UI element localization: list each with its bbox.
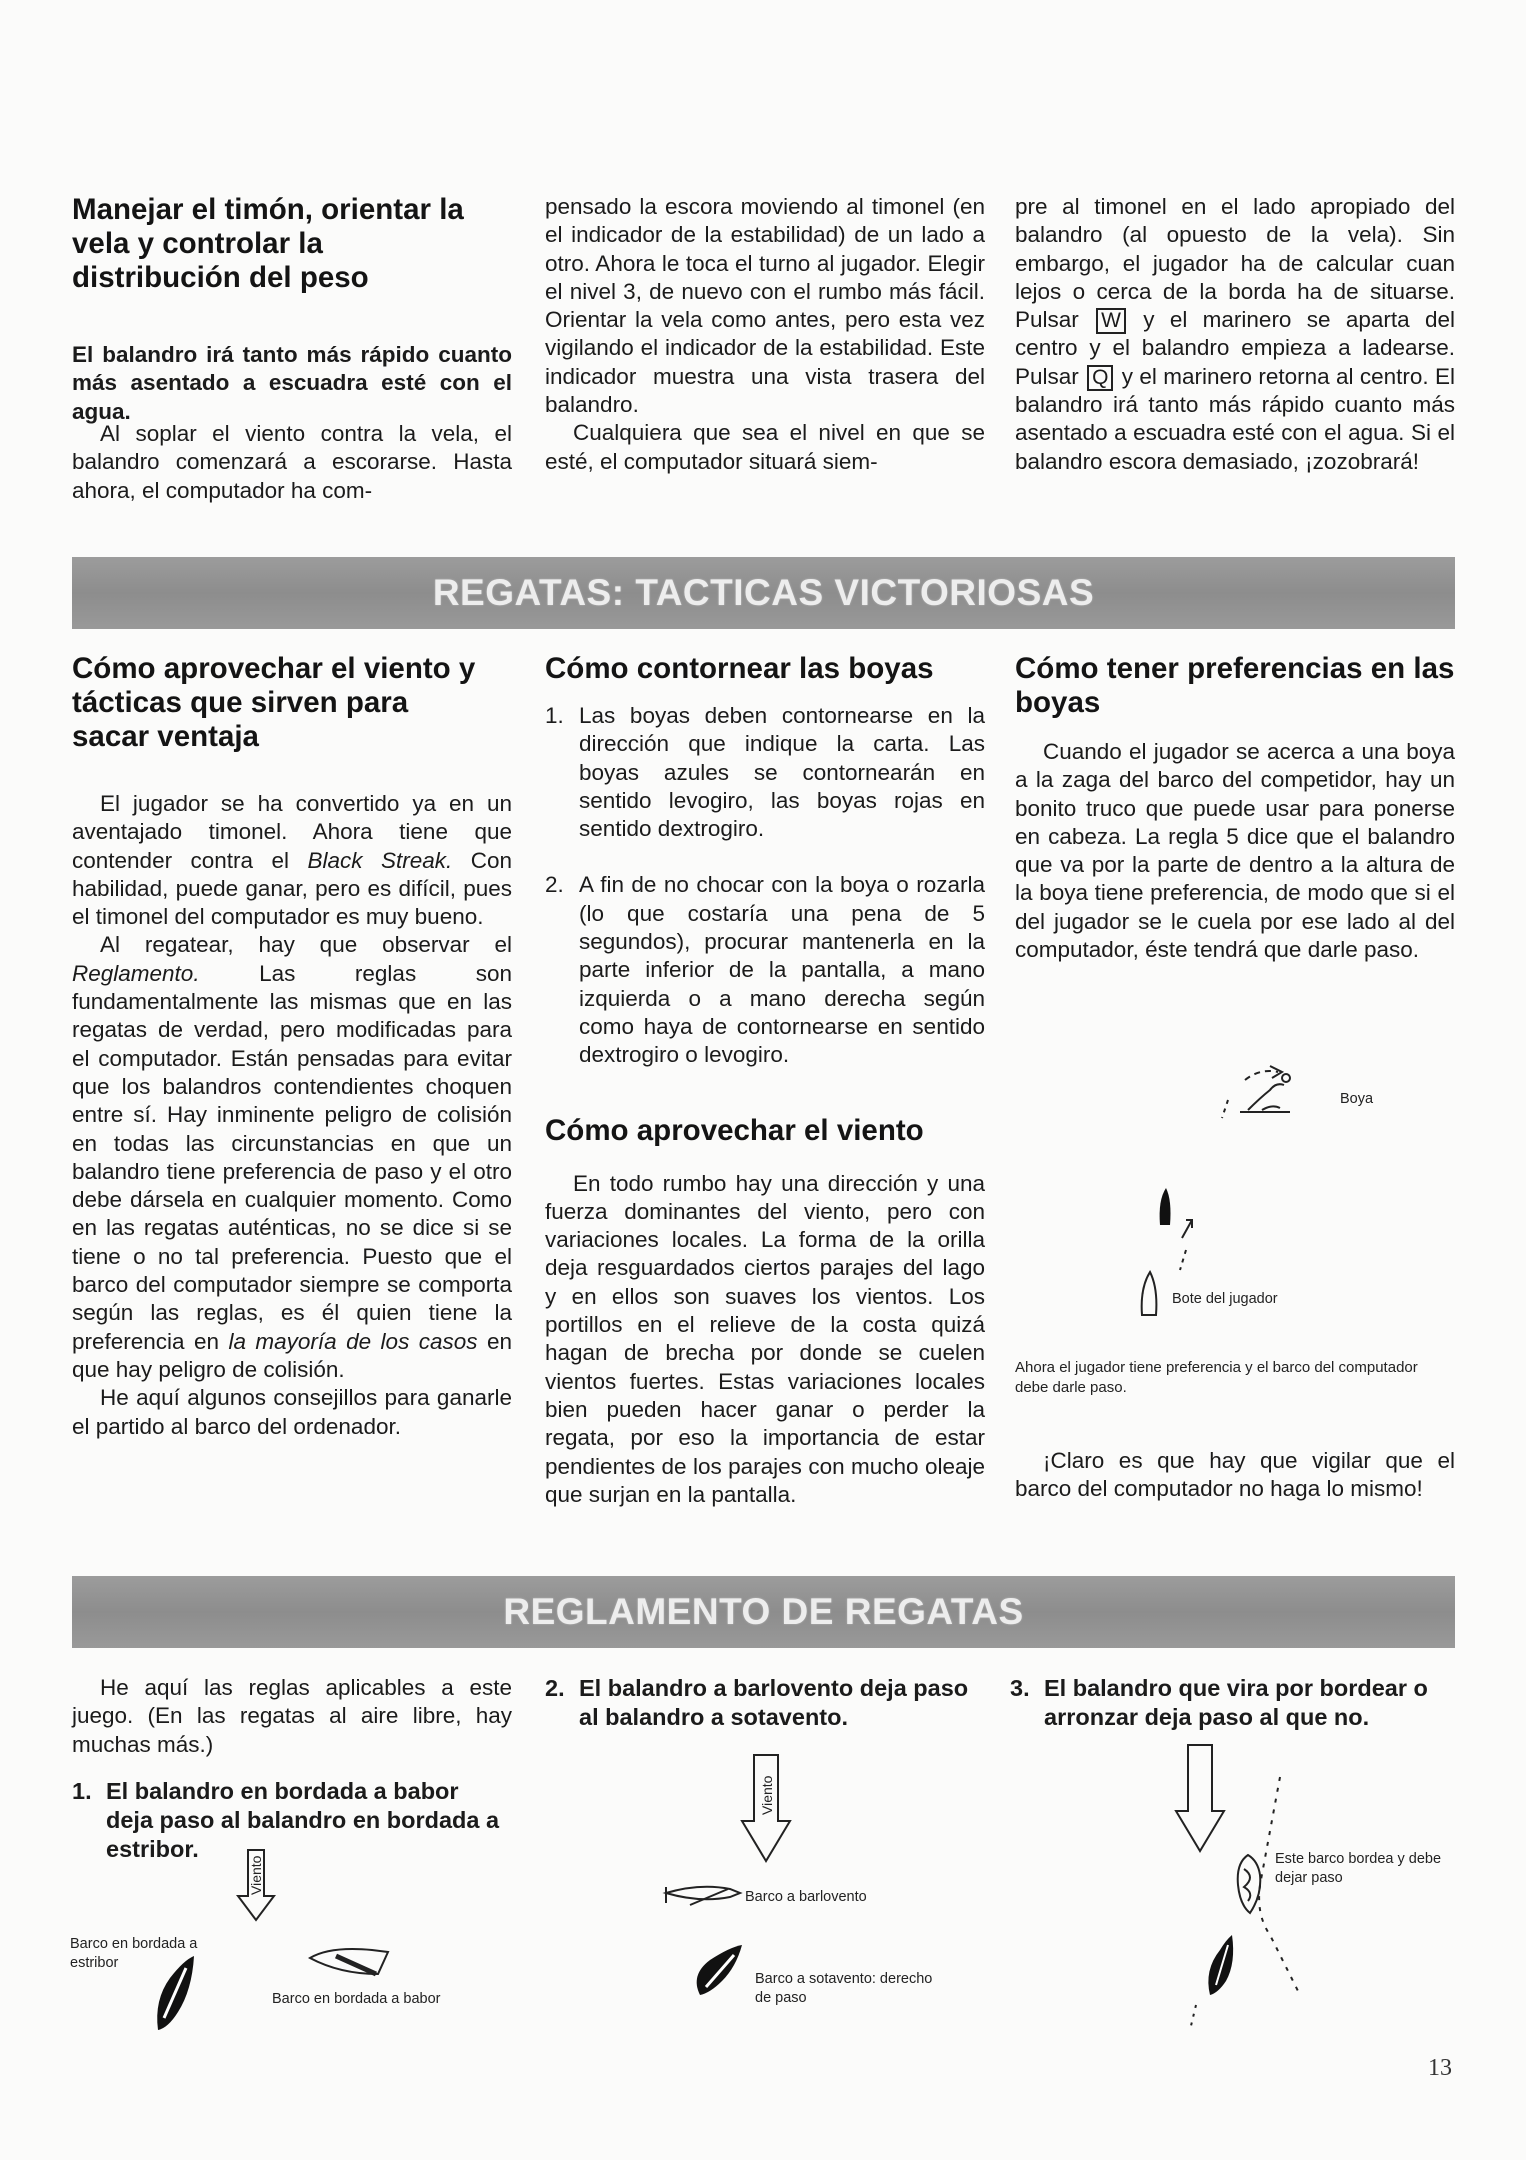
- label-bordea: Este barco bordea y debe dejar paso: [1275, 1851, 1442, 1886]
- wind-p1: En todo rumbo hay una dirección y una fuerza dominantes del viento, pero con variaciones locales. La forma de la orilla deja resguardados ciertos parajes del lago y en ellos son suaves los vientos. Los portillos en el relieve de la costa quizá hagan de brecha por donde se cuelen vientos fuertes. Estas variaciones locales bien pueden hacer ganar o perder la regata, por eso la importancia de estar pendientes de los parajes con mucho oleaje que surjan en la pantalla.: [545, 1170, 985, 1507]
- tactics-p2: Al regatear, hay que observar el Reglamento. Las reglas son fundamentalmente las mismas que en las regatas de verdad, pero modificadas para el computador. Están pensadas para evitar que los balandros contendientes choquen entre sí. Hay inminente peligro de colisión en todas las circunstancias en que un balandro tiene preferencia de paso y el otro debe dársela en cualquier momento. Como en las regatas auténticas, no se dice si se tiene o no tal preferencia. Puesto que el barco del computador siempre se comporta según las reglas, es él quien tiene la preferencia en la mayoría de los casos en que hay peligro de colisión.: [72, 932, 512, 1382]
- intro-p1-col1: Al soplar el viento contra la vela, el balandro comenzará a escorarse. Hasta ahora, el computador ha com-: [72, 421, 512, 503]
- rules-intro: He aquí las reglas aplicables a este juego. (En las regatas al aire libre, hay muchas más.): [72, 1675, 512, 1757]
- svg-text:Viento: Viento: [759, 1775, 775, 1815]
- list-item: 1. Las boyas deben contornearse en la dirección que indique la carta. Las boyas azules se contornearán en sentido levogiro, las boyas rojas en sentido dextrogiro.: [545, 703, 985, 842]
- intro-lead: El balandro irá tanto más rápido cuanto más asentado a escuadra esté con el agua.: [72, 342, 512, 424]
- label-bote-jugador: Bote del jugador: [1172, 1291, 1278, 1307]
- banner-reglamento: REGLAMENTO DE REGATAS: [72, 1576, 1455, 1648]
- banner-regatas: REGATAS: TACTICAS VICTORIOSAS: [72, 557, 1455, 629]
- intro-p2-col3: pre al timonel en el lado apropiado del balandro (al opuesto de la vela). Sin embargo, el jugador ha de calcular cuan lejos o cerca de la borda ha de situarse. Pulsar W y el marinero se aparta del centro y el balandro empieza a ladearse. Pulsar Q y el marinero retorna al centro. El balandro irá tanto más rápido cuanto más asentado a escuadra esté con el agua. Si el balandro escora demasiado, ¡zozobrará!: [1015, 194, 1456, 474]
- rules-column-1: [72, 1674, 512, 1864]
- rule-3: 3. El balandro que vira por bordear o arronzar deja paso al que no.: [1010, 1675, 1428, 1730]
- key-w: W: [1096, 308, 1126, 334]
- rule-1: 1. El balandro en bordada a babor deja paso al balandro en bordada a estribor.: [72, 1777, 500, 1862]
- preference-p2: ¡Claro es que hay que vigilar que el barco del computador no haga lo mismo!: [1015, 1448, 1455, 1502]
- tacking-boat-icon: [1238, 1855, 1261, 1913]
- label-sotavento: Barco a sotavento: derecho de paso: [755, 1971, 933, 2006]
- buoy-icon: [1240, 1084, 1290, 1112]
- preference-p1: Cuando el jugador se acerca a una boya a la zaga del barco del competidor, hay un bonito truco que puede usar para ponerse en cabeza. La regla 5 dice que el balandro que va por la parte de dentro a la altura de la boya tiene preferencia, de modo que si el del jugador se le cuela por ese lado al del computador, éste tendrá que darle paso.: [1015, 739, 1455, 963]
- label-boya: Boya: [1340, 1091, 1374, 1107]
- tactics-heading: Cómo aprovechar el viento y tácticas que sirven para sacar ventaja: [72, 652, 476, 753]
- label-estribor: Barco en bordada a estribor: [70, 1936, 198, 1971]
- intro-flow: [72, 420, 512, 505]
- intro-column-1: [72, 193, 512, 426]
- intro-heading: Manejar el timón, orientar la vela y controlar la distribución del peso: [72, 193, 464, 294]
- buoys-column: [545, 652, 985, 1509]
- preference-caption: Ahora el jugador tiene preferencia y el barco del computador debe darle paso.: [1015, 1359, 1418, 1396]
- rules-column-3: [1010, 1674, 1460, 1732]
- rule-2: 2. El balandro a barlovento deja paso al balandro a sotavento.: [545, 1675, 969, 1730]
- buoy-arrow-icon: [1245, 1071, 1278, 1080]
- label-barlovento: Barco a barlovento: [745, 1889, 867, 1905]
- tactics-p1: El jugador se ha convertido ya en un aventajado timonel. Ahora tiene que contender contra el Black Streak. Con habilidad, puede ganar, pero es difícil, pues el timonel del computador es muy bueno.: [72, 791, 512, 930]
- rule3-diagram: [1170, 1745, 1370, 2035]
- tactics-column: [72, 652, 512, 1441]
- tactics-p3: He aquí algunos consejillos para ganarle el partido al barco del ordenador.: [72, 1385, 512, 1439]
- intro-column-2: [545, 193, 985, 476]
- intro-p2-col2: Cualquiera que sea el nivel en que se esté, el computador situará siem-: [545, 420, 985, 474]
- preference-column: [1015, 652, 1455, 964]
- wind-heading: Cómo aprovechar el viento: [545, 1113, 924, 1147]
- list-item: 2. A fin de no chocar con la boya o rozarla (lo que costaría una pena de 5 segundos), procurar mantenerla en la parte inferior de la pantalla, a mano izquierda o a mano derecha según como haya de contornearse en sentido dextrogiro o levogiro.: [545, 872, 985, 1068]
- wind-label: Viento: [248, 1855, 264, 1895]
- computer-boat-icon: [1160, 1188, 1171, 1225]
- player-boat-icon: [1142, 1272, 1157, 1315]
- preference-heading: Cómo tener preferencias en las boyas: [1015, 652, 1455, 719]
- other-boat-icon: [1208, 1935, 1233, 1995]
- rules-column-2: [545, 1674, 985, 1732]
- preference-p2-col: [1015, 1447, 1455, 1504]
- key-q: Q: [1087, 365, 1113, 391]
- buoys-list: [545, 702, 985, 1070]
- wind-arrow-icon: [1176, 1745, 1224, 1851]
- intro-p1-col2: pensado la escora moviendo al timonel (en el indicador de la estabilidad) de un lado a otro. Ahora le toca el turno al jugador. Elegir el nivel 3, de nuevo con el rumbo más fácil. Orientar la vela como antes, pero esta vez vigilando el indicador de la estabilidad. Este indicador muestra una vista trasera del balandro.: [545, 194, 985, 418]
- page-number: 13: [1428, 2055, 1452, 2081]
- preference-diagram: [1100, 1060, 1380, 1320]
- buoys-heading: Cómo contornear las boyas: [545, 652, 934, 685]
- intro-column-3: [1015, 193, 1455, 476]
- label-babor: Barco en bordada a babor: [272, 1991, 441, 2007]
